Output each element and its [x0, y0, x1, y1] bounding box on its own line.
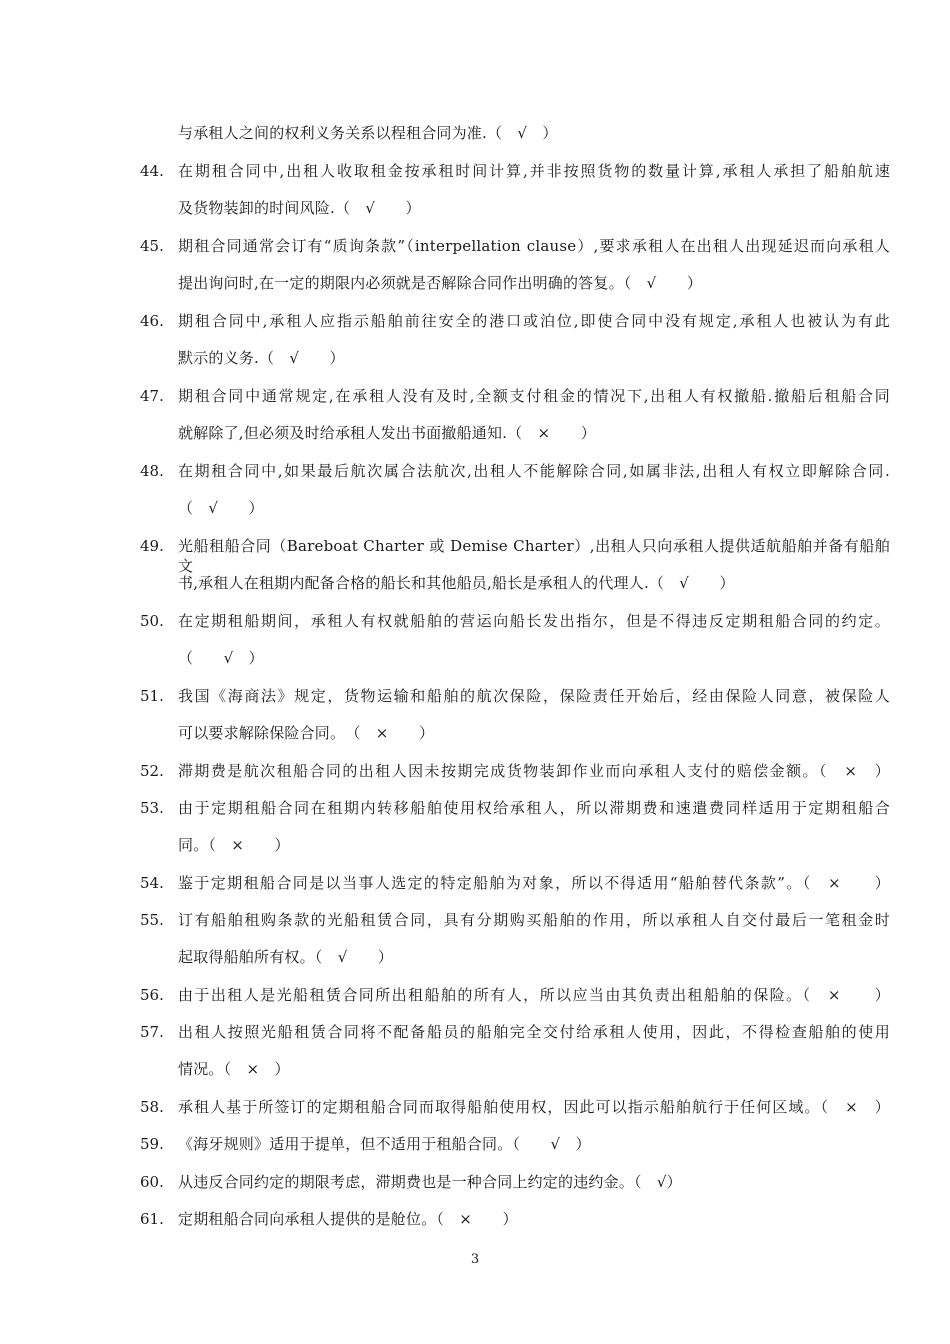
text-line: 定期租船合同向承租人提供的是舱位。（ × ）: [178, 1210, 518, 1228]
text-line: 默示的义务.（ √ ）: [178, 349, 345, 367]
text-line: 出租人按照光船租赁合同将不配备船员的船舶完全交付给承租人使用，因此，不得检查船舶的使用: [178, 1023, 890, 1041]
item-number: 54.: [140, 874, 164, 892]
text-line: 起取得船舶所有权。（ √ ）: [178, 948, 394, 966]
text-line: 期租合同中,承租人应指示船舶前往安全的港口或泊位,即使合同中没有规定,承租人也被认为有此: [178, 312, 890, 330]
item-number: 57.: [140, 1023, 164, 1041]
text-line: 由于定期租船合同在租期内转移船舶使用权给承租人，所以滞期费和速遣费同样适用于定期租船合: [178, 799, 890, 817]
text-line: 提出询问时,在一定的期限内必须就是否解除合同作出明确的答复。（ √ ）: [178, 274, 703, 292]
text-line: 与承租人之间的权利义务关系以程租合同为准.（ √ ）: [178, 124, 558, 142]
text-line: 《海牙规则》适用于提单，但不适用于租船合同。（ √ ）: [178, 1135, 591, 1153]
item-number: 60.: [140, 1173, 164, 1191]
text-line: （ √ ）: [178, 649, 264, 667]
text-line: 就解除了,但必须及时给承租人发出书面撤船通知.（ × ）: [178, 424, 596, 442]
text-line: 及货物装卸的时间风险.（ √ ）: [178, 199, 421, 217]
text-line: 同。（ × ）: [178, 836, 290, 854]
item-number: 53.: [140, 799, 164, 817]
item-number: 50.: [140, 612, 164, 630]
text-line: 从违反合同约定的期限考虑，滞期费也是一种合同上约定的违约金。（ √）: [178, 1173, 682, 1191]
item-number: 48.: [140, 462, 164, 480]
text-line: 订有船舶租购条款的光船租赁合同，具有分期购买船舶的作用，所以承租人自交付最后一笔租金时: [178, 911, 890, 929]
page-number: 3: [470, 1252, 480, 1267]
text-line: （ √ ）: [178, 499, 264, 517]
text-line: 期租合同通常会订有“质询条款”（interpellation clause）,要求承租人在出租人出现延迟而向承租人: [178, 237, 890, 255]
text-line: 期租合同中通常规定,在承租人没有及时,全额支付租金的情况下,出租人有权撤船.撤船后租船合同: [178, 387, 890, 405]
item-number: 52.: [140, 762, 164, 780]
text-line: 在期租合同中,出租人收取租金按承租时间计算,并非按照货物的数量计算,承租人承担了船舶航速: [178, 162, 890, 180]
item-number: 49.: [140, 537, 164, 555]
item-number: 59.: [140, 1135, 164, 1153]
text-line: 情况。（ × ）: [178, 1060, 290, 1078]
text-line: 书,承租人在租期内配备合格的船长和其他船员,船长是承租人的代理人.（ √ ）: [178, 574, 735, 592]
text-line: 我国《海商法》规定，货物运输和船舶的航次保险，保险责任开始后，经由保险人同意，被保险人: [178, 687, 890, 705]
item-number: 44.: [140, 162, 164, 180]
item-number: 45.: [140, 237, 164, 255]
item-number: 47.: [140, 387, 164, 405]
text-line: 滞期费是航次租船合同的出租人因未按期完成货物装卸作业而向承租人支付的赔偿金额。（ × ）: [178, 762, 890, 780]
text-line: 承租人基于所签订的定期租船合同而取得船舶使用权，因此可以指示船舶航行于任何区域。（ × ）: [178, 1098, 890, 1116]
text-line: 在定期租船期间，承租人有权就船舶的营运向船长发出指尔，但是不得违反定期租船合同的约定。: [178, 612, 890, 630]
text-line: 光船租船合同（Bareboat Charter 或 Demise Charter）,出租人只向承租人提供适航船舶并备有船舶文: [178, 537, 890, 575]
item-number: 51.: [140, 687, 164, 705]
item-number: 46.: [140, 312, 164, 330]
text-line: 鉴于定期租船合同是以当事人选定的特定船舶为对象，所以不得适用“船舶替代条款”。（ × ）: [178, 874, 890, 892]
text-line: 在期租合同中,如果最后航次属合法航次,出租人不能解除合同,如属非法,出租人有权立即解除合同.: [178, 462, 890, 480]
item-number: 55.: [140, 911, 164, 929]
text-line: 由于出租人是光船租赁合同所出租船舶的所有人，所以应当由其负责出租船舶的保险。（ × ）: [178, 986, 890, 1004]
item-number: 58.: [140, 1098, 164, 1116]
item-number: 56.: [140, 986, 164, 1004]
item-number: 61.: [140, 1210, 164, 1228]
text-line: 可以要求解除保险合同。 （ × ）: [178, 724, 435, 742]
